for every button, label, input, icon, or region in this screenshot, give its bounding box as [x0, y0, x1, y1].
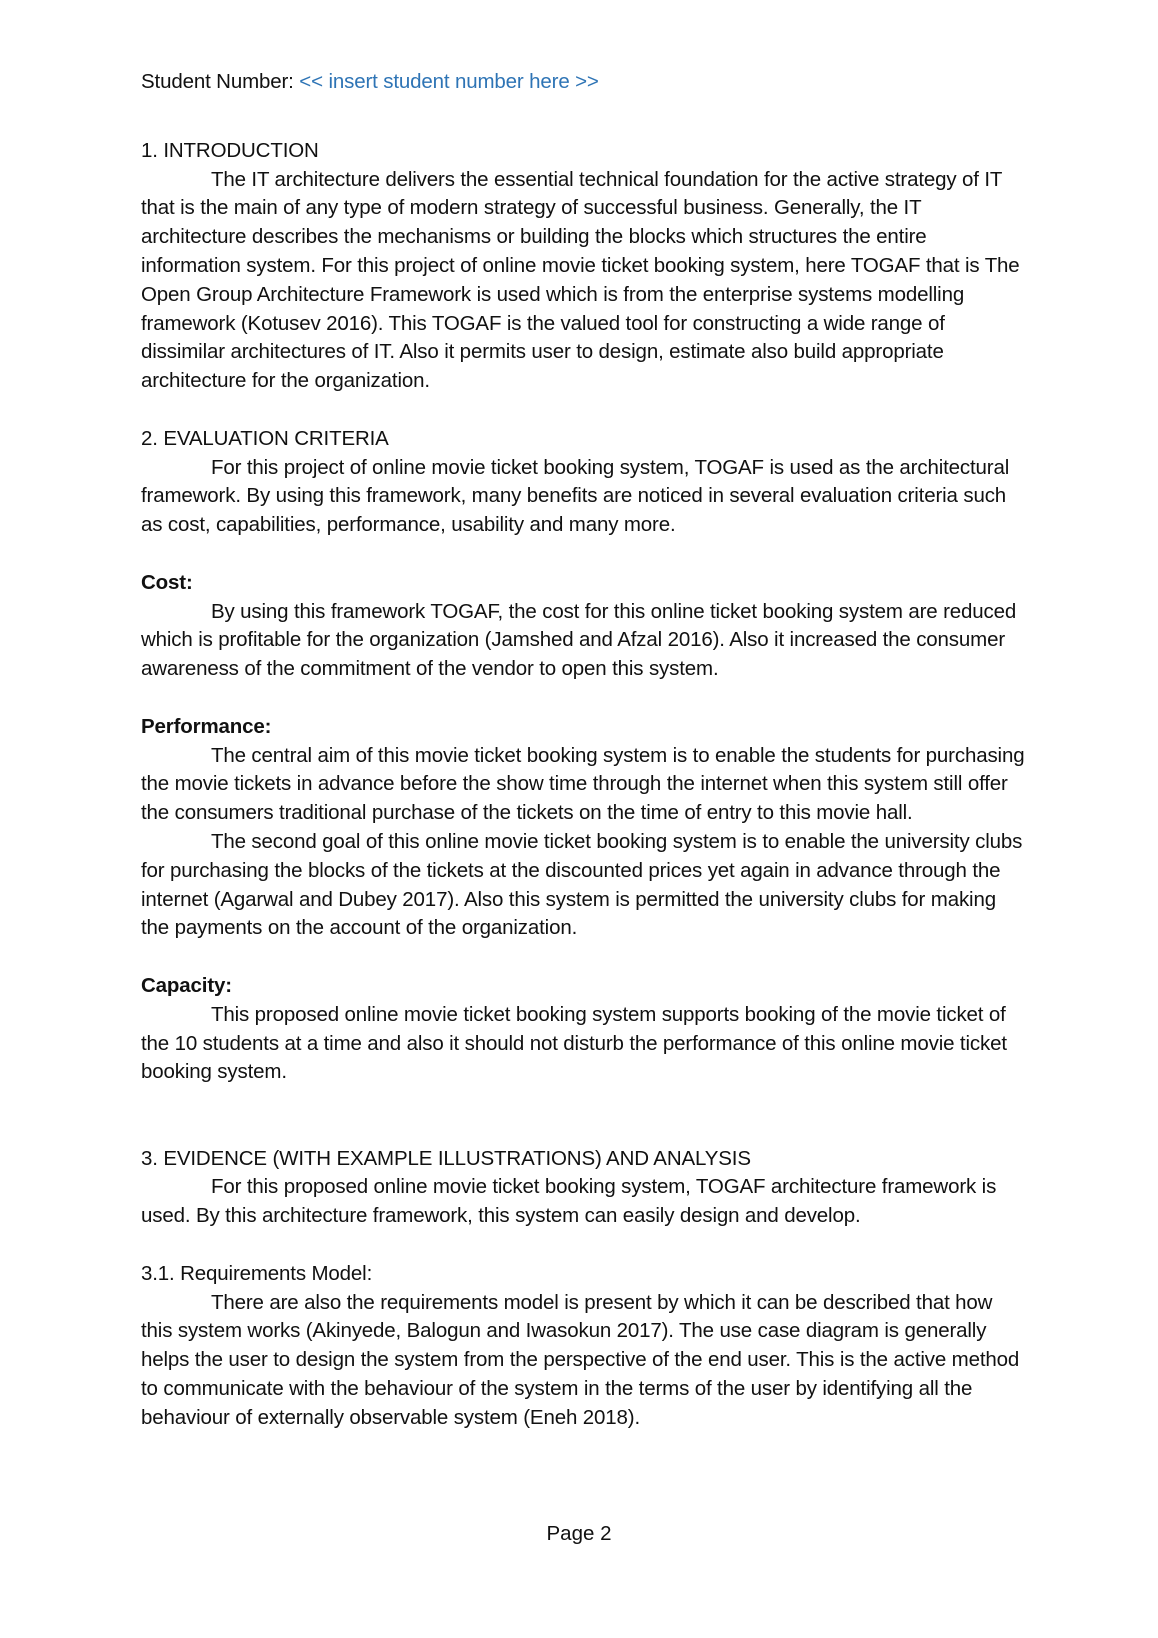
- introduction-paragraph: The IT architecture delivers the essential technical foundation for the active strategy of IT that is the main of any type of modern strategy of successful business. Generally, the IT architecture describes the mechanisms or building the blocks which structures the entire information system. For this project of online movie ticket booking system, here TOGAF that is The Open Group Architecture Framework is used which is from the enterprise systems modelling framework (Kotusev 2016). This TOGAF is the valued tool for constructing a wide range of dissimilar architectures of IT. Also it permits user to design, estimate also build appropriate architecture for the organization.: [141, 167, 1020, 393]
- capacity-paragraph: This proposed online movie ticket booking system supports booking of the movie ticket of the 10 students at a time and also it should not disturb the performance of this online movie ticket booking system.: [141, 1002, 1007, 1084]
- evidence-paragraph: For this proposed online movie ticket booking system, TOGAF architecture framework is used. By this architecture framework, this system can easily design and develop.: [141, 1175, 997, 1228]
- evidence-heading: 3. EVIDENCE (WITH EXAMPLE ILLUSTRATIONS) AND ANALYSIS: [141, 1146, 751, 1170]
- student-number-placeholder: << insert student number here >>: [299, 70, 599, 93]
- student-number-label: Student Number:: [141, 70, 294, 93]
- page-number: Page 2: [546, 1522, 612, 1545]
- introduction-heading: 1. INTRODUCTION: [141, 138, 319, 162]
- performance-paragraph-2: The second goal of this online movie ticket booking system is to enable the university clubs for purchasing the blocks of the tickets at the discounted prices yet again in advance through the internet (Agarwal and Dubey 2017). Also this system is permitted the university clubs for making the payments on the account of the organization.: [141, 829, 1023, 940]
- spacer: [141, 540, 1026, 569]
- evaluation-heading: 2. EVALUATION CRITERIA: [141, 426, 389, 450]
- evaluation-paragraph: For this project of online movie ticket booking system, TOGAF is used as the architectural framework. By using this framework, many benefits are noticed in several evaluation criteria such as cost, capabilities, performance, usability and many more.: [141, 455, 1010, 537]
- requirements-model-heading: 3.1. Requirements Model:: [141, 1261, 373, 1285]
- spacer: [141, 1087, 1026, 1145]
- student-number-line: [141, 68, 1026, 97]
- capacity-heading: Capacity:: [141, 973, 232, 997]
- requirements-model-paragraph: There are also the requirements model is present by which it can be described that how this system works (Akinyede, Balogun and Iwasokun 2017). The use case diagram is generally helps the user to design the system from the perspective of the end user. This is the active method to communicate with the behaviour of the system in the terms of the user by identifying all the behaviour of externally observable system (Eneh 2018).: [141, 1290, 1020, 1429]
- spacer: [141, 943, 1026, 972]
- spacer: [141, 684, 1026, 713]
- spacer: [141, 396, 1026, 425]
- cost-heading: Cost:: [141, 570, 193, 594]
- document-body: [141, 68, 1026, 1433]
- spacer: [141, 1231, 1026, 1260]
- performance-heading: Performance:: [141, 714, 272, 738]
- performance-paragraph-1: The central aim of this movie ticket booking system is to enable the students for purchasing the movie tickets in advance before the show time through the internet when this system still offer the consumers traditional purchase of the tickets on the time of entry to this movie hall.: [141, 743, 1025, 825]
- cost-paragraph: By using this framework TOGAF, the cost for this online ticket booking system are reduced which is profitable for the organization (Jamshed and Afzal 2016). Also it increased the consumer awareness of the commitment of the vendor to open this system.: [141, 599, 1017, 681]
